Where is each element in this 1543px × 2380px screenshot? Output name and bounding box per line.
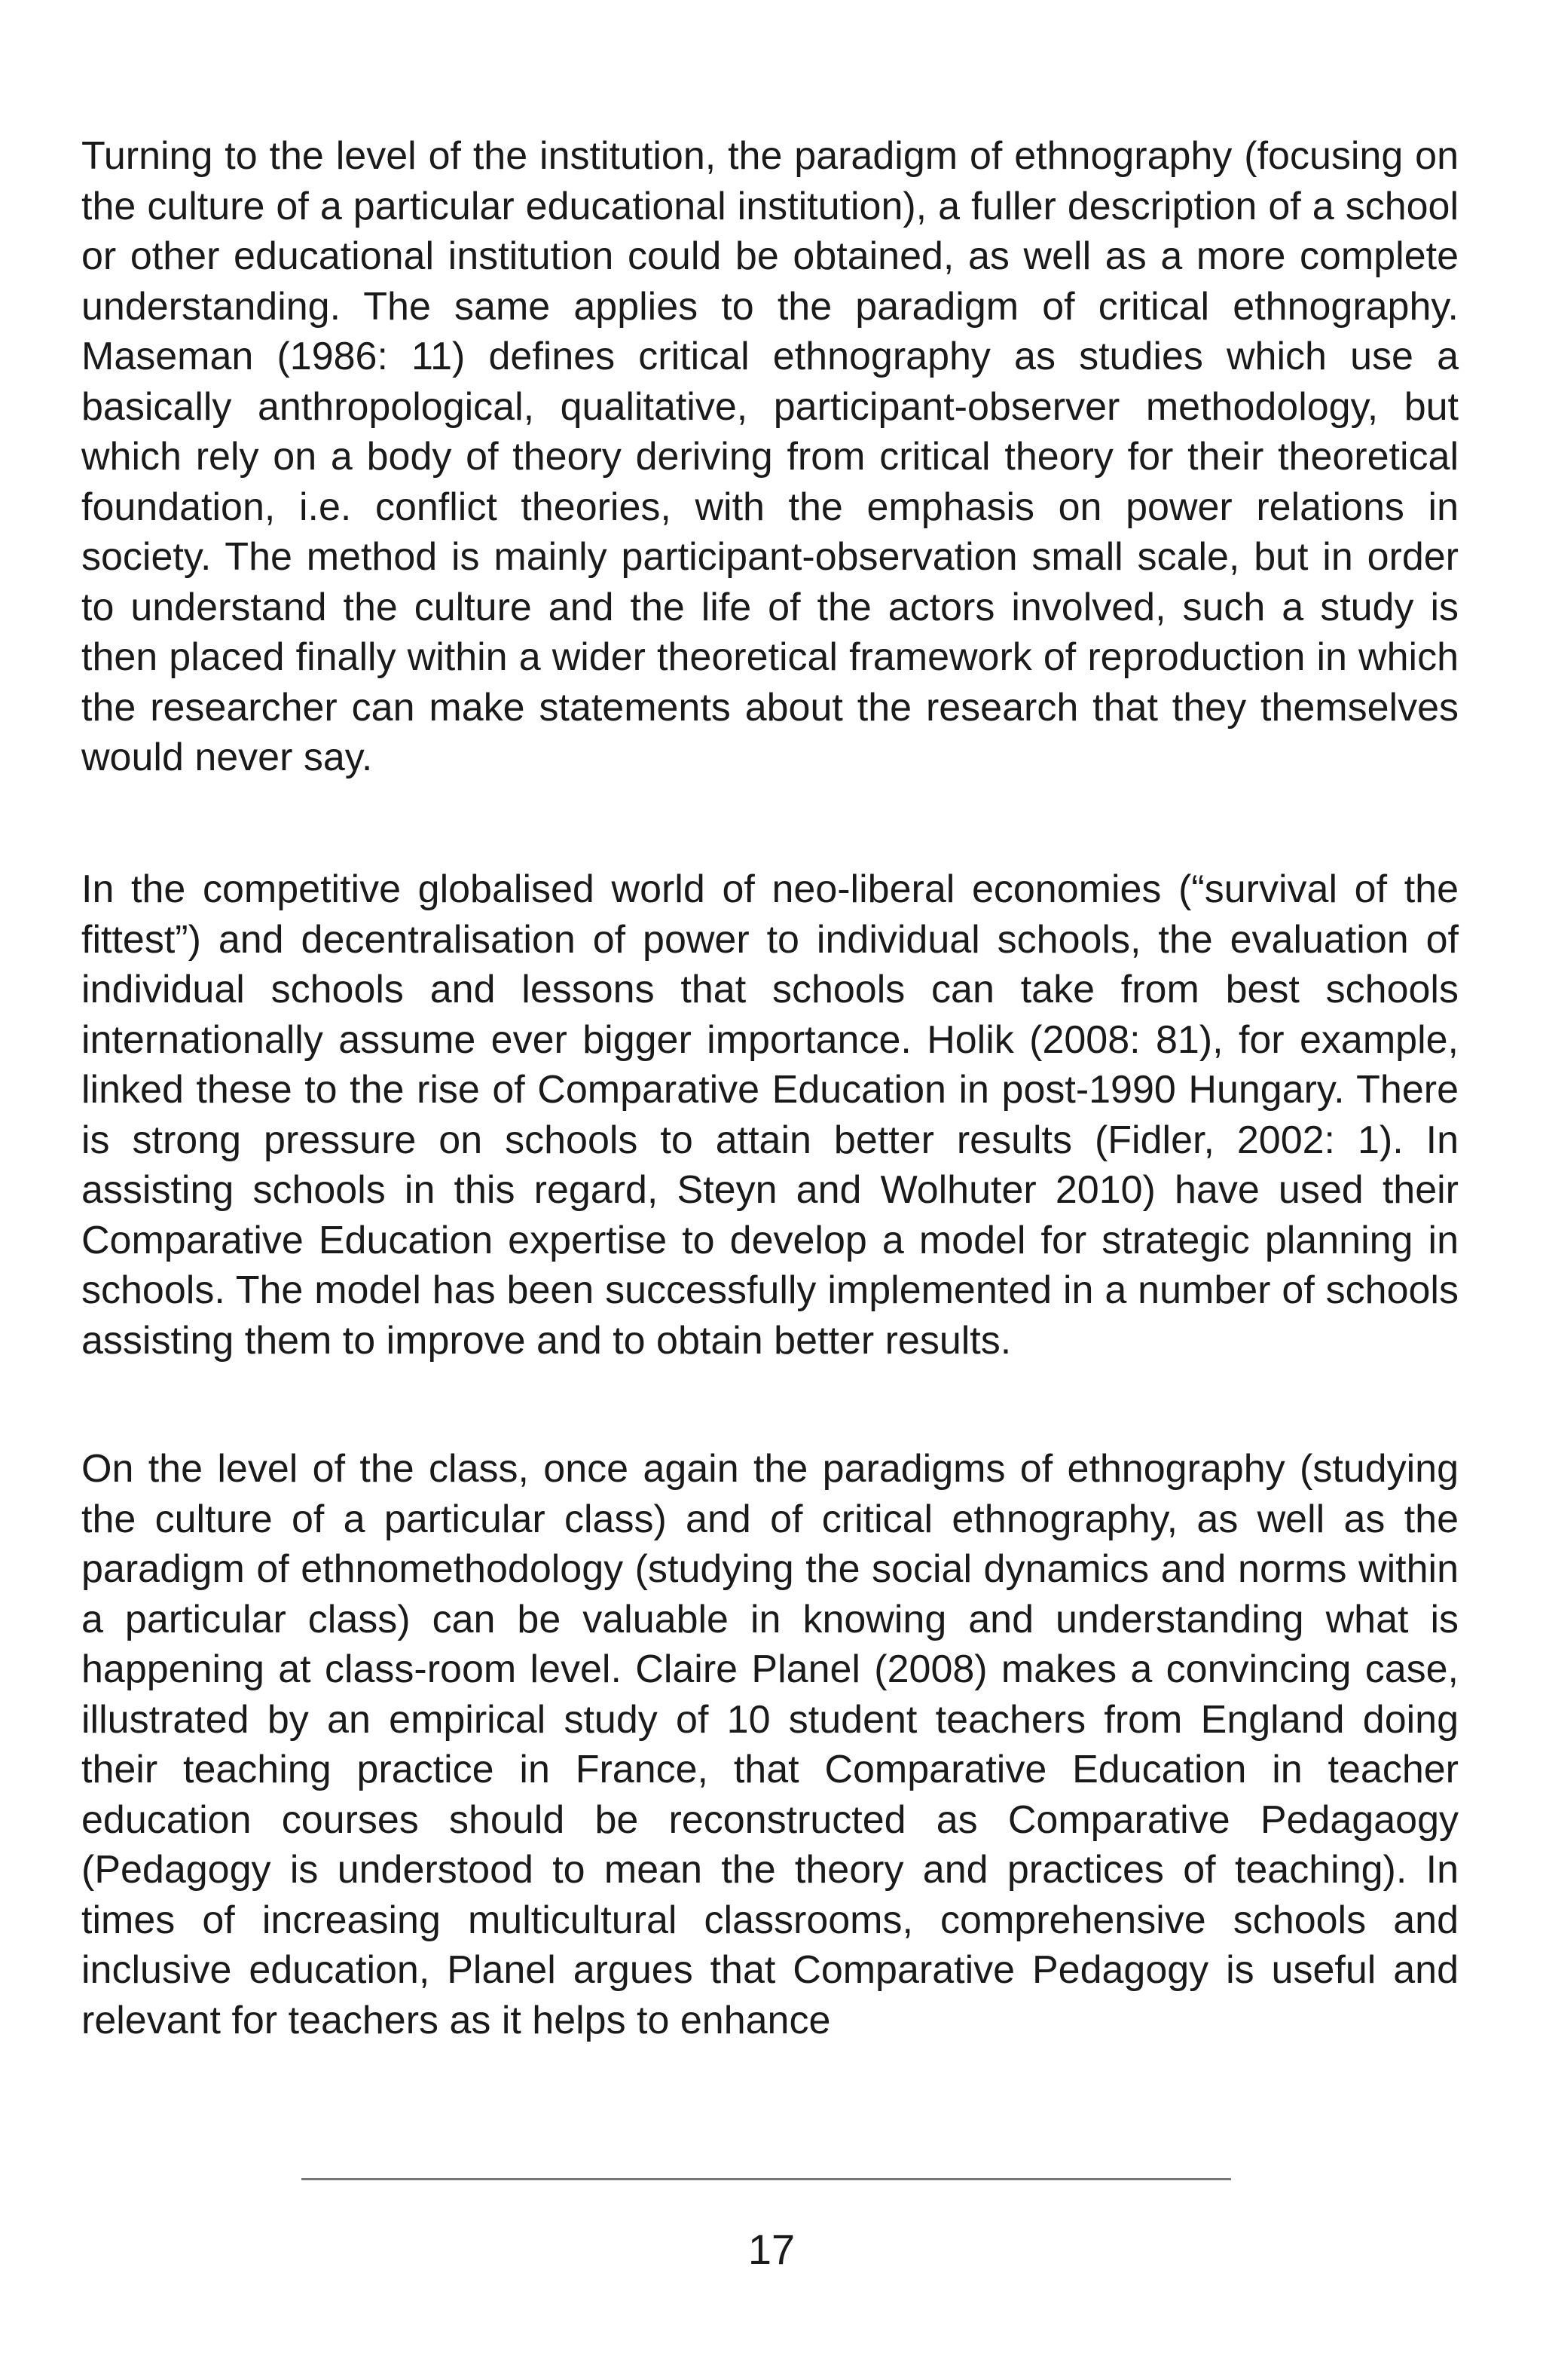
paragraph-institution-level xyxy=(81,131,1459,783)
page-number: 17 xyxy=(747,2226,796,2273)
paragraph-text: In the competitive globalised world of neo-liberal economies (“survival of the fittest”) and decentralisation of power to individual schools, the evaluation of individual schools and lessons that schools can take from best schools internationally assume ever bigger importance. Holik (2008: 81), for example, linked these to the rise of Comparative Education in post-1990 Hungary. There is strong pressure on schools to attain better results (Fidler, 2002: 1). In assisting schools in this regard, Steyn and Wolhuter 2010) have used their Comparative Education expertise to develop a model for strategic planning in schools. The model has been successfully implemented in a number of schools assisting them to improve and to obtain better results. xyxy=(81,867,1459,1363)
paragraph-class-level xyxy=(81,1444,1459,2045)
paragraph-text: Turning to the level of the institution, the paradigm of ethnography (focusing on the culture of a particular educational institution), a fuller description of a school or other educational institution could be obtained, as well as a more complete understanding. The same applies to the paradigm of critical ethnography. Maseman (1986: 11) defines critical ethnography as studies which use a basically anthropological, qualitative, participant-observer methodology, but which rely on a body of theory deriving from critical theory for their theoretical foundation, i.e. conflict theories, with the emphasis on power relations in society. The method is mainly participant-observation small scale, but in order to understand the culture and the life of the actors involved, such a study is then placed finally within a wider theoretical framework of reproduction in which the researcher can make statements about the research that they themselves would never say. xyxy=(81,134,1459,779)
paragraph-globalised-world xyxy=(81,864,1459,1366)
paragraph-text: On the level of the class, once again the paradigms of ethnography (studying the culture of a particular class) and of critical ethnography, as well as the paradigm of ethnomethodology (studying the social dynamics and norms within a particular class) can be valuable in knowing and understanding what is happening at class-room level. Claire Planel (2008) makes a convincing case, illustrated by an empirical study of 10 student teachers from England doing their teaching practice in France, that Comparative Education in teacher education courses should be reconstructed as Comparative Pedagaogy (Pedagogy is understood to mean the theory and practices of teaching). In times of increasing multicultural classrooms, comprehensive schools and inclusive education, Planel argues that Comparative Pedagogy is useful and relevant for teachers as it helps to enhance xyxy=(81,1447,1459,2042)
footer-divider xyxy=(301,2178,1231,2180)
